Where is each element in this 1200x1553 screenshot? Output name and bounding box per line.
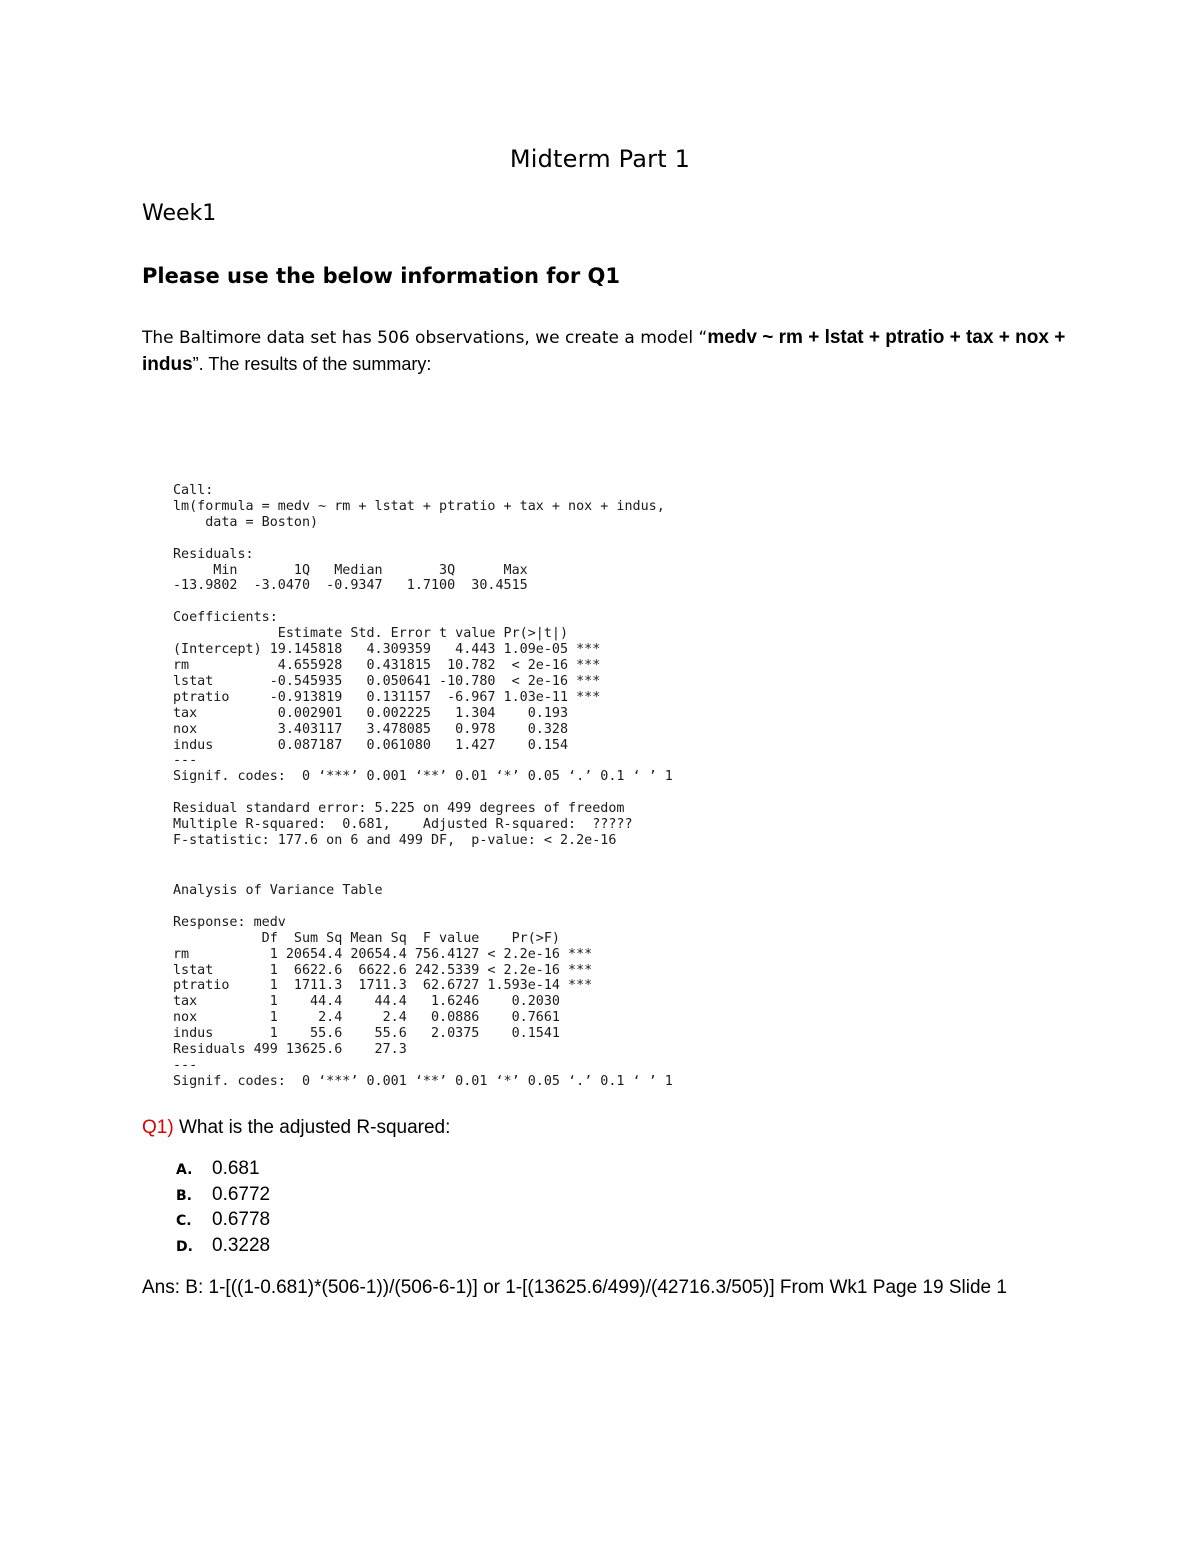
- question-number: Q1): [142, 1117, 174, 1138]
- instruction-heading: Please use the below information for Q1: [142, 264, 620, 288]
- question-1: [142, 1117, 450, 1139]
- option-letter: A.: [176, 1162, 193, 1178]
- intro-prefix: The Baltimore data set has 506 observations, we create a model “: [142, 328, 708, 348]
- week-heading: Week1: [142, 201, 217, 226]
- option-letter: C.: [176, 1213, 192, 1229]
- option-letter: D.: [176, 1238, 193, 1255]
- intro-paragraph: [142, 325, 1082, 378]
- model-formula: medv ~ rm + lstat + ptratio + tax + nox + indus: [142, 327, 1066, 375]
- intro-suffix: ”. The results of the summary:: [192, 354, 432, 374]
- question-text: What is the adjusted R-squared:: [173, 1117, 451, 1138]
- option-value: 0.681: [212, 1158, 260, 1179]
- option-b: [176, 1184, 270, 1210]
- answer-options: [176, 1158, 270, 1260]
- regression-summary-output: Call: lm(formula = medv ~ rm + lstat + ptratio + tax + nox + indus, data = Boston) Residuals: Min 1Q Median 3Q Max -13.9802 -3.0470 -0.9347 1.7100 30.4515 Coefficients: Estimate Std. Error t value Pr(>|t|) (Intercept) 19.145818 4.309359 4.443 1.09e-05 *** rm 4.655928 0.431815 10.782 < 2e-16 *** lstat -0.545935 0.050641 -10.780 < 2e-16 *** ptratio -0.913819 0.131157 -6.967 1.03e-11 *** tax 0.002901 0.002225 1.304 0.193 nox 3.403117 3.478085 0.978 0.328 indus 0.087187 0.061080 1.427 0.154 --- Signif. codes: 0 ‘***’ 0.001 ‘**’ 0.01 ‘*’ 0.05 ‘.’ 0.1 ‘ ’ 1 Residual standard error: 5.225 on 499 degrees of freedom Multiple R-squared: 0.681, Adjusted R-squared: ????? F-statistic: 177.6 on 6 and 499 DF, p-value: < 2.2e-16: [173, 483, 673, 848]
- option-d: [176, 1235, 270, 1261]
- option-a: [176, 1158, 270, 1184]
- option-value: 0.3228: [212, 1234, 271, 1256]
- document-title: Midterm Part 1: [509, 145, 691, 173]
- option-c: [176, 1209, 270, 1235]
- answer-explanation: Ans: B: 1-[((1-0.681)*(506-1))/(506-6-1)] or 1-[(13625.6/499)/(42716.3/505)] From Wk1 Page 19 Slide 1: [142, 1277, 1007, 1298]
- option-value: 0.6772: [212, 1183, 271, 1205]
- option-value: 0.6778: [212, 1209, 271, 1230]
- option-letter: B.: [176, 1187, 192, 1204]
- anova-table-output: Analysis of Variance Table Response: medv Df Sum Sq Mean Sq F value Pr(>F) rm 1 20654.4 20654.4 756.4127 < 2.2e-16 *** lstat 1 6622.6 6622.6 242.5339 < 2.2e-16 *** ptratio 1 1711.3 1711.3 62.6727 1.593e-14 *** tax 1 44.4 44.4 1.6246 0.2030 nox 1 2.4 2.4 0.0886 0.7661 indus 1 55.6 55.6 2.0375 0.1541 Residuals 499 13625.6 27.3 --- Signif. codes: 0 ‘***’ 0.001 ‘**’ 0.01 ‘*’ 0.05 ‘.’ 0.1 ‘ ’ 1: [173, 883, 673, 1089]
